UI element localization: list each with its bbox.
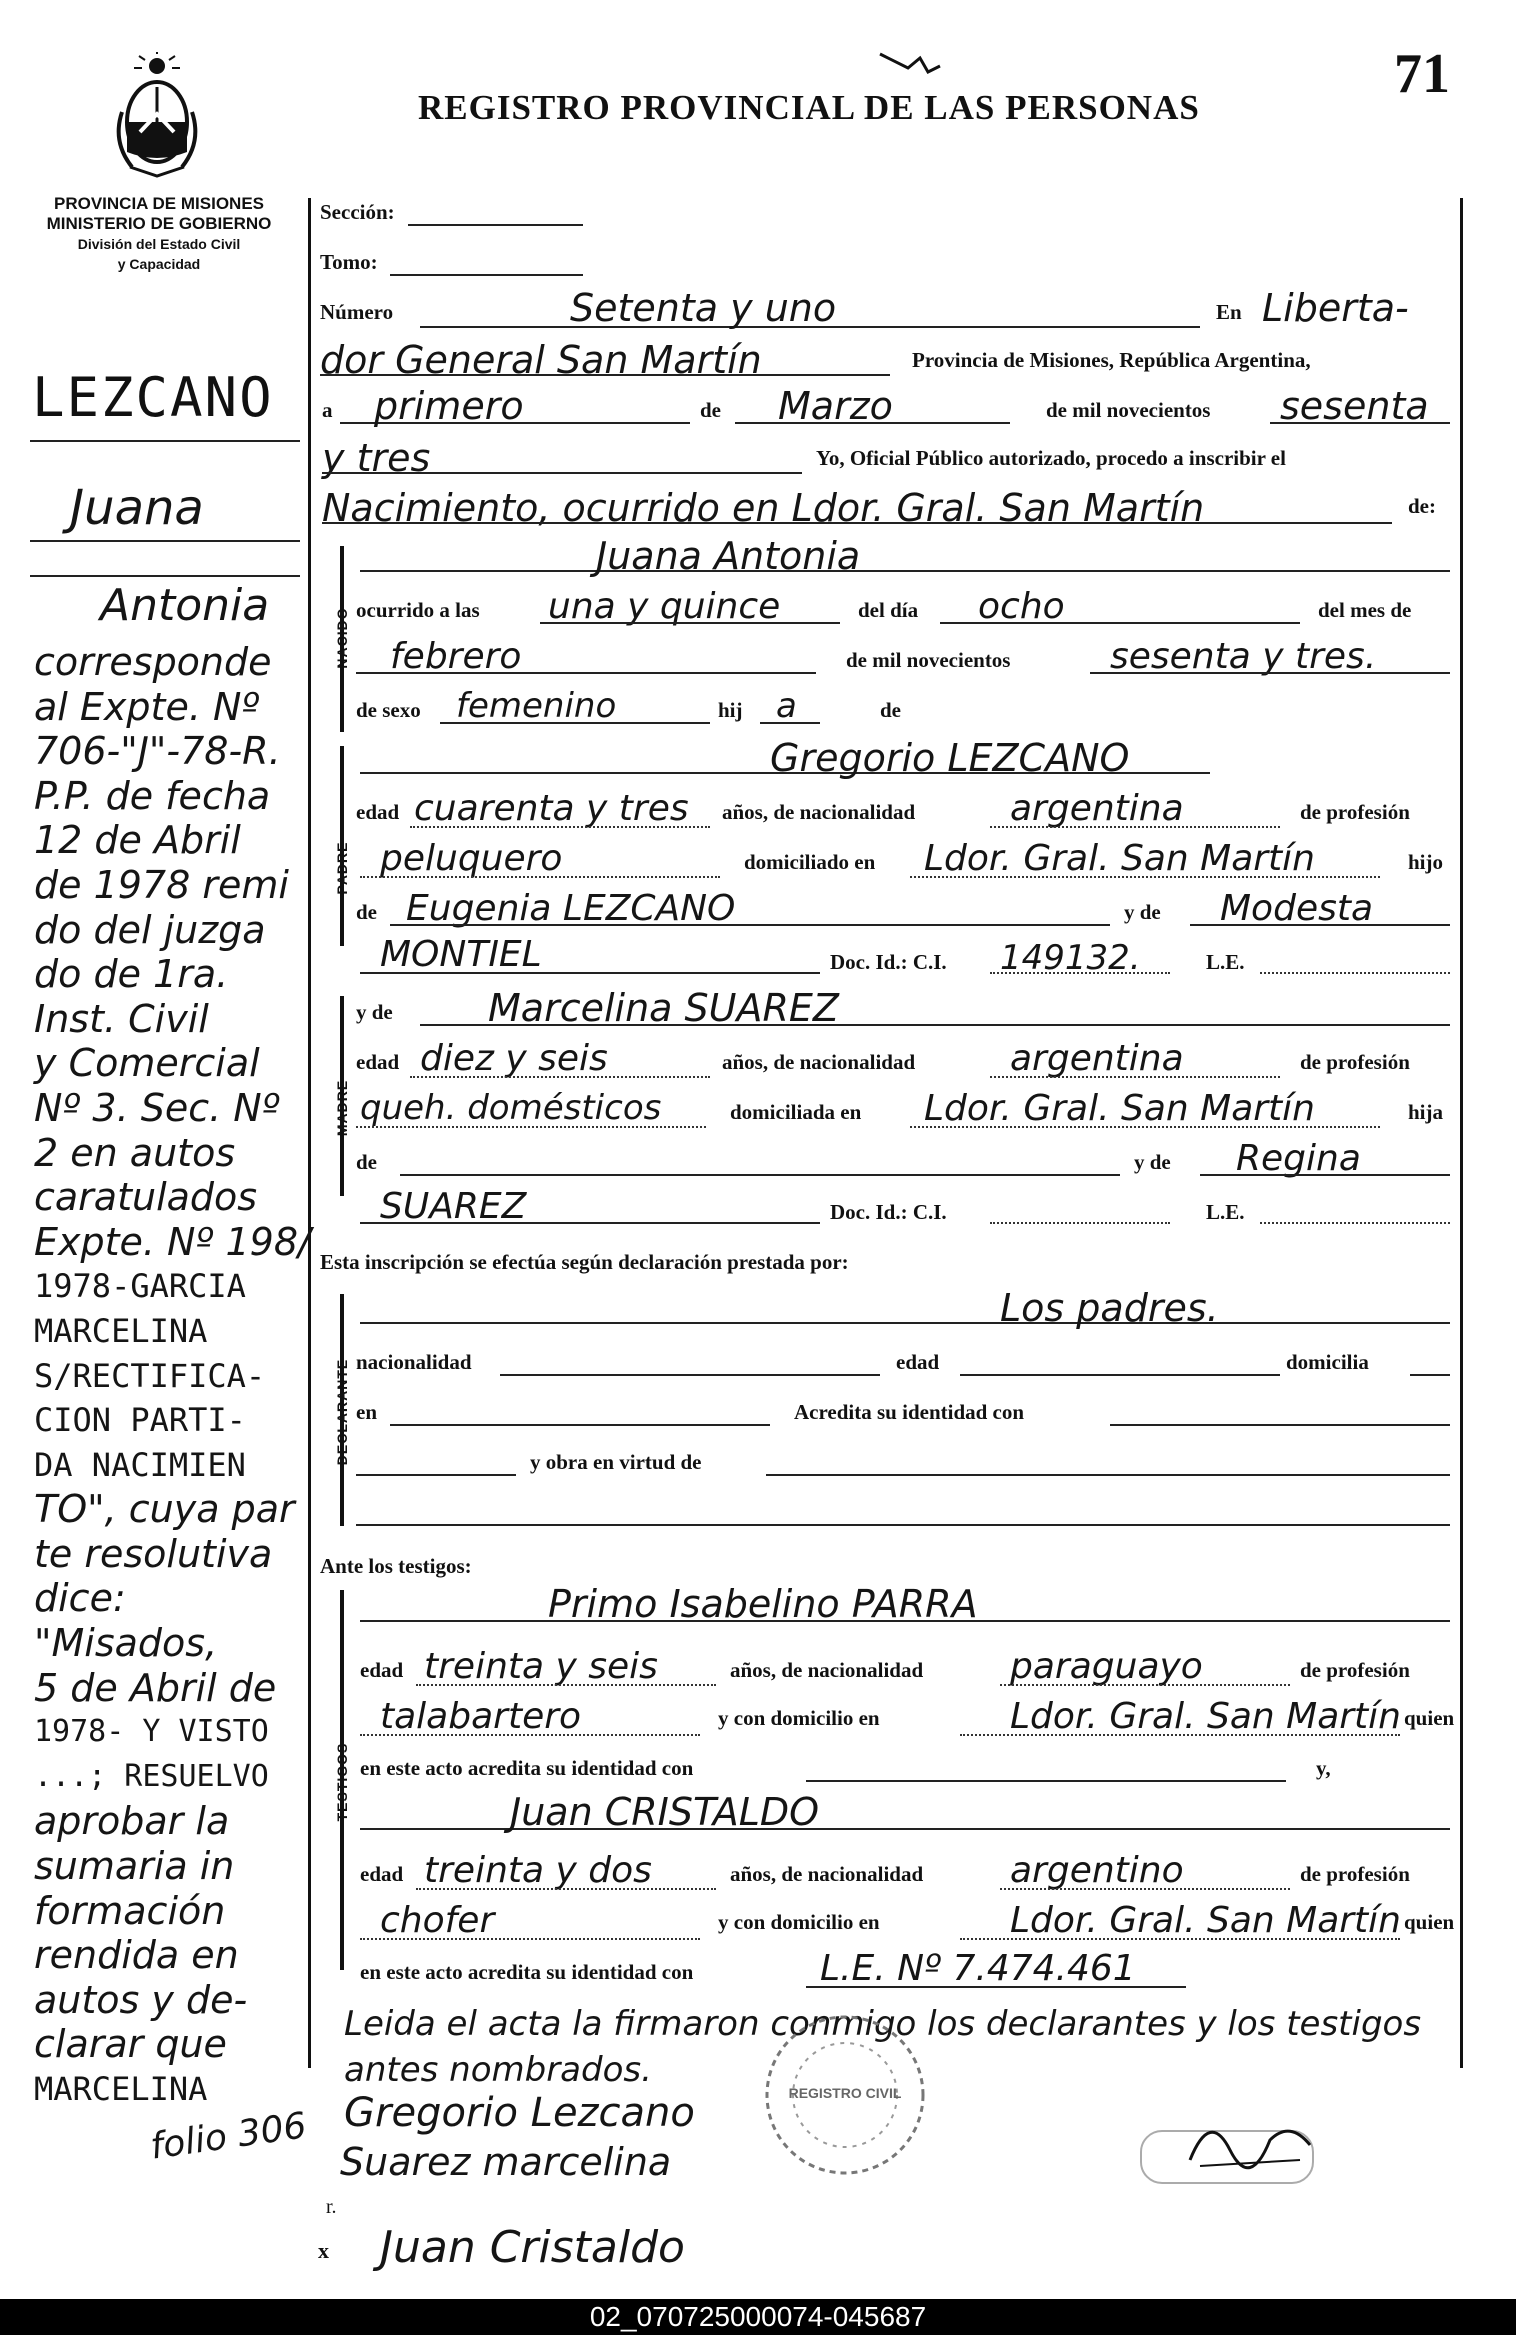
page-number: 71 xyxy=(1394,43,1450,105)
w2-anos-nac: años, de nacionalidad xyxy=(730,1862,924,1886)
yo-text: Yo, Oficial Público autorizado, procedo a inscribir el xyxy=(816,446,1286,470)
margin-note-line: autos y de- xyxy=(34,1977,248,2022)
margin-note-line: CION PARTI- xyxy=(34,1401,246,1440)
office-line: División del Estado Civil xyxy=(77,236,241,252)
padre-parent1: Eugenia LEZCANO xyxy=(406,888,736,929)
padre-y-de: y de xyxy=(1124,900,1161,924)
w1-quien: quien xyxy=(1404,1706,1455,1730)
nacido-name: Juana Antonia xyxy=(596,534,861,578)
w1-edad: treinta y seis xyxy=(424,1646,658,1687)
margin-note-line: MARCELINA xyxy=(34,2070,208,2108)
padre-domiciliado: domiciliado en xyxy=(744,850,876,874)
w2-prof: chofer xyxy=(380,1900,495,1941)
margin-note-line: Nº 3. Sec. Nº xyxy=(34,1085,280,1130)
margin-note-line: ...; RESUELVO xyxy=(34,1758,269,1794)
w1-de-profesion: de profesión xyxy=(1300,1658,1410,1682)
padre-de-profesion: de profesión xyxy=(1300,800,1410,824)
sexo-label: de sexo xyxy=(356,698,421,722)
margin-note-line: Inst. Civil xyxy=(34,996,209,1041)
w1-y: y, xyxy=(1316,1756,1331,1780)
madre-name: Marcelina SUAREZ xyxy=(488,986,839,1030)
del-mes: del mes de xyxy=(1318,598,1412,622)
padre-name: Gregorio LEZCANO xyxy=(770,736,1130,780)
w2-y-domicilio: y con domicilio en xyxy=(718,1910,880,1934)
margin-note-line: dice: "Misados, xyxy=(34,1576,218,1666)
madre-parent2-1: Regina xyxy=(1236,1138,1361,1179)
madre-de-profesion: de profesión xyxy=(1300,1050,1410,1074)
margin-name-1: Juana xyxy=(70,480,204,536)
padre-edad-label: edad xyxy=(356,800,400,824)
section-nacido: NACIDO xyxy=(334,607,350,669)
margin-note-line: 706-"J"-78-R. xyxy=(34,729,281,774)
madre-edad-label: edad xyxy=(356,1050,400,1074)
office-line: PROVINCIA DE MISIONES xyxy=(53,194,264,213)
nacido-year: sesenta y tres. xyxy=(1110,636,1377,677)
padre-edad: cuarenta y tres xyxy=(414,788,689,829)
margin-note-line: do de 1ra. xyxy=(34,952,229,997)
madre-doc-label: Doc. Id.: C.I. xyxy=(830,1200,947,1224)
madre-dom: Ldor. Gral. San Martín xyxy=(924,1088,1315,1129)
margin-note-line: sumaria in xyxy=(34,1844,235,1889)
w1-anos-nac: años, de nacionalidad xyxy=(730,1658,924,1682)
madre-le-label: L.E. xyxy=(1206,1200,1245,1224)
w2-de-profesion: de profesión xyxy=(1300,1862,1410,1886)
declarante-nacionalidad: nacionalidad xyxy=(356,1350,472,1374)
closing-line-2: antes nombrados. xyxy=(344,2050,652,2090)
section-declarante: DECLARANTE xyxy=(334,1358,350,1466)
margin-note-line: aprobar la xyxy=(34,1799,230,1844)
place-value-1: Liberta- xyxy=(1262,286,1409,330)
scribble-mark xyxy=(878,50,948,80)
margin-name-2: Antonia xyxy=(100,580,270,631)
page-title: REGISTRO PROVINCIAL DE LAS PERSONAS xyxy=(418,88,1200,127)
official-signature xyxy=(1180,2100,1320,2180)
signature-1: Gregorio Lezcano xyxy=(344,2090,695,2136)
numero-value: Setenta y uno xyxy=(570,286,837,330)
madre-domiciliada: domiciliada en xyxy=(730,1100,862,1124)
seccion-label: Sección: xyxy=(320,200,395,224)
folio-note: folio 306 xyxy=(147,2105,309,2168)
en-label: En xyxy=(1216,300,1242,324)
margin-note-line: corresponde xyxy=(34,640,272,684)
tomo-label: Tomo: xyxy=(320,250,378,274)
a-label: a xyxy=(322,398,333,422)
year-value-2: y tres xyxy=(322,436,431,480)
document-code-bar: 02_070725000074-045687 xyxy=(0,2299,1516,2335)
form-right-border xyxy=(1460,198,1463,2068)
padre-parent2-2: MONTIEL xyxy=(380,934,542,975)
stamp-text: REGISTRO CIVIL xyxy=(788,2085,902,2101)
declarante-acredita: Acredita su identidad con xyxy=(794,1400,1025,1424)
margin-note-line: do del juzga xyxy=(34,907,266,952)
de-colon: de: xyxy=(1408,494,1436,518)
w2-dom: Ldor. Gral. San Martín xyxy=(1010,1900,1401,1941)
year-text: de mil novecientos xyxy=(1046,398,1211,422)
mark-x: x xyxy=(318,2238,329,2263)
padre-hijo: hijo xyxy=(1408,850,1444,874)
padre-parent2-1: Modesta xyxy=(1220,888,1374,929)
declarante-domicilia: domicilia xyxy=(1286,1350,1369,1374)
padre-doc-value: 149132. xyxy=(1000,938,1141,978)
margin-note-line: TO", cuya par xyxy=(34,1487,295,1532)
declarante-intro: Esta inscripción se efectúa según declaración prestada por: xyxy=(320,1250,849,1274)
sexo-value: femenino xyxy=(456,686,617,726)
w2-edad: treinta y dos xyxy=(424,1850,652,1891)
de-label: de xyxy=(700,398,721,422)
madre-nac: argentina xyxy=(1010,1038,1184,1079)
w1-nac: paraguayo xyxy=(1010,1646,1203,1687)
padre-nac: argentina xyxy=(1010,788,1184,829)
registro-stamp xyxy=(760,2010,930,2180)
section-padre: PADRE xyxy=(334,841,350,895)
declarante-obra: y obra en virtud de xyxy=(530,1450,702,1474)
madre-y-de: y de xyxy=(356,1000,393,1024)
margin-note-line: Expte. Nº 198/ xyxy=(34,1219,311,1264)
office-line: MINISTERIO DE GOBIERNO xyxy=(46,214,272,233)
declarante-value: Los padres. xyxy=(1000,1286,1219,1330)
event-value: Nacimiento, ocurrido en Ldor. Gral. San Martín xyxy=(322,486,1205,530)
margin-note-line: 12 de Abril xyxy=(34,818,241,863)
w1-name: Primo Isabelino PARRA xyxy=(548,1582,978,1626)
day-value: primero xyxy=(374,384,524,428)
margin-note-line: caratulados xyxy=(34,1175,258,1220)
declarante-edad: edad xyxy=(896,1350,940,1374)
padre-anos-nac: años, de nacionalidad xyxy=(722,800,916,824)
padre-dom: Ldor. Gral. San Martín xyxy=(924,838,1315,879)
coat-of-arms-icon xyxy=(112,52,202,182)
w2-id: L.E. Nº 7.474.461 xyxy=(820,1948,1136,1989)
margin-note-line: al Expte. Nº xyxy=(34,684,260,729)
margin-note-line: te resolutiva xyxy=(34,1531,273,1576)
margin-note-line: S/RECTIFICA- xyxy=(34,1356,266,1395)
margin-note-line: 5 de Abril de xyxy=(34,1665,277,1710)
closing-line-1: Leida el acta la firmaron conmigo los declarantes y los testigos xyxy=(344,2004,1422,2044)
w1-y-domicilio: y con domicilio en xyxy=(718,1706,880,1730)
madre-de: de xyxy=(356,1150,377,1174)
margin-surname: LEZCANO xyxy=(32,366,274,429)
madre-hija: hija xyxy=(1408,1100,1444,1124)
w2-edad-label: edad xyxy=(360,1862,404,1886)
del-dia: del día xyxy=(858,598,919,622)
margin-note-line: 2 en autos xyxy=(34,1130,236,1175)
madre-y-de2: y de xyxy=(1134,1150,1171,1174)
place-value-2: dor General San Martín xyxy=(320,338,762,382)
madre-edad: diez y seis xyxy=(420,1038,608,1079)
w2-quien: quien xyxy=(1404,1910,1455,1934)
signature-3: Juan Cristaldo xyxy=(380,2222,685,2273)
nacido-de: de xyxy=(880,698,901,722)
hij-value: a xyxy=(776,686,797,726)
margin-note-line: clarar que xyxy=(34,2022,227,2067)
margin-note-line: rendida en xyxy=(34,1933,239,1978)
padre-prof: peluquero xyxy=(380,838,563,879)
margin-note-line: P.P. de fecha xyxy=(34,773,271,818)
testigos-intro: Ante los testigos: xyxy=(320,1554,472,1578)
year-value-1: sesenta xyxy=(1280,384,1429,428)
office-line: y Capacidad xyxy=(117,256,201,272)
w1-dom: Ldor. Gral. San Martín xyxy=(1010,1696,1401,1737)
padre-le-label: L.E. xyxy=(1206,950,1245,974)
w2-name: Juan CRISTALDO xyxy=(510,1790,820,1834)
declarante-en: en xyxy=(356,1400,377,1424)
padre-doc-label: Doc. Id.: C.I. xyxy=(830,950,947,974)
madre-parent2-2: SUAREZ xyxy=(380,1186,527,1227)
margin-note-line: 1978-GARCIA xyxy=(34,1267,246,1306)
madre-anos-nac: años, de nacionalidad xyxy=(722,1050,916,1074)
margin-note-line: 1978- Y VISTO xyxy=(34,1714,269,1750)
mark-r: r. xyxy=(326,2196,337,2218)
margin-note-line: MARCELINA xyxy=(34,1311,208,1350)
w1-edad-label: edad xyxy=(360,1658,404,1682)
provincia-text: Provincia de Misiones, República Argentina, xyxy=(912,348,1311,372)
nacido-month: febrero xyxy=(390,636,522,677)
margin-note-line: y Comercial xyxy=(34,1041,260,1086)
margin-note-line: DA NACIMIEN xyxy=(34,1445,246,1484)
office-block xyxy=(24,194,294,274)
nacido-year-text: de mil novecientos xyxy=(846,648,1011,672)
margin-note xyxy=(34,640,314,2112)
padre-de: de xyxy=(356,900,377,924)
section-madre: MADRE xyxy=(334,1079,350,1137)
margin-note-line: de 1978 remi xyxy=(34,862,289,907)
w2-acredita: en este acto acredita su identidad con xyxy=(360,1960,694,1984)
margin-note-line: formación xyxy=(34,1888,226,1933)
madre-prof: queh. domésticos xyxy=(360,1088,662,1128)
w1-prof: talabartero xyxy=(380,1696,582,1737)
ocurrido-label: ocurrido a las xyxy=(356,598,480,622)
section-testigos: TESTIGOS xyxy=(334,1742,350,1822)
nacido-day: ocho xyxy=(978,586,1065,627)
signature-2: Suarez marcelina xyxy=(340,2140,672,2184)
w2-nac: argentino xyxy=(1010,1850,1184,1891)
numero-label: Número xyxy=(320,300,394,324)
w1-acredita: en este acto acredita su identidad con xyxy=(360,1756,694,1780)
hij-label: hij xyxy=(718,698,743,722)
month-value: Marzo xyxy=(778,384,893,428)
nacido-time: una y quince xyxy=(548,586,781,627)
